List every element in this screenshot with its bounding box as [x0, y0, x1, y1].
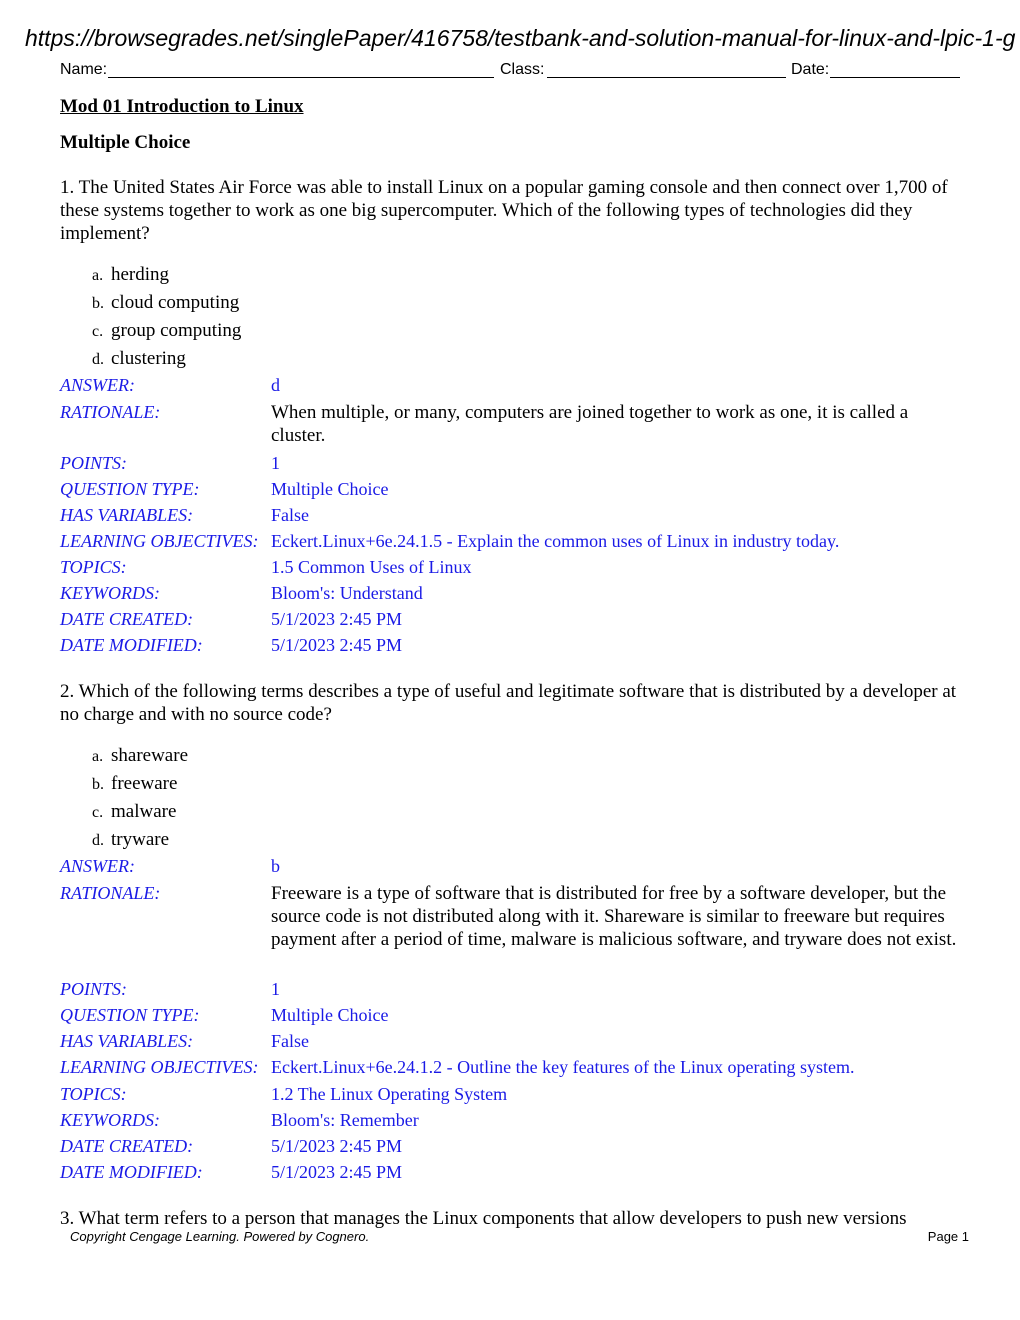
topics-label: TOPICS:: [60, 1084, 127, 1104]
section-title: Multiple Choice: [60, 132, 191, 153]
question-1-option-c: [92, 319, 241, 343]
option-letter: d.: [92, 832, 104, 849]
option-letter: c.: [92, 804, 104, 821]
option-letter: a.: [92, 748, 104, 765]
option-text: tryware: [111, 829, 170, 850]
option-text: shareware: [111, 745, 189, 766]
answer-label: ANSWER:: [60, 375, 135, 395]
learning-objectives-label: LEARNING OBJECTIVES:: [60, 1057, 259, 1077]
question-type-label: QUESTION TYPE:: [60, 479, 200, 499]
question-2-points: 1: [271, 979, 280, 999]
answer-label: ANSWER:: [60, 856, 135, 876]
question-1-text: 1. The United States Air Force was able to install Linux on a popular gaming console and then connect over 1,700 of these systems together to work as one big supercomputer. Which of the following types of technologies did they implement?: [60, 177, 948, 244]
question-2-date-modified: 5/1/2023 2:45 PM: [271, 1162, 403, 1182]
date-label: Date:: [791, 61, 830, 78]
has-variables-label: HAS VARIABLES:: [60, 505, 194, 525]
question-2-option-b: [92, 772, 177, 796]
question-3-text: 3. What term refers to a person that manages the Linux components that allow developers to push new versions: [60, 1208, 907, 1229]
date-modified-label: DATE MODIFIED:: [60, 635, 203, 655]
question-2-keywords: Bloom's: Remember: [271, 1110, 419, 1130]
question-1-keywords: Bloom's: Understand: [271, 583, 423, 603]
date-created-label: DATE CREATED:: [60, 609, 194, 629]
question-1-learning-objectives: Eckert.Linux+6e.24.1.5 - Explain the common uses of Linux in industry today.: [271, 531, 840, 551]
student-info-header: [60, 60, 960, 80]
question-1-option-d: [92, 347, 186, 371]
option-text: herding: [111, 264, 170, 285]
question-1-rationale: When multiple, or many, computers are joined together to work as one, it is called a cluster.: [271, 402, 909, 446]
question-1-topics: 1.5 Common Uses of Linux: [271, 557, 472, 577]
option-text: cloud computing: [111, 292, 240, 313]
question-1-date-modified: 5/1/2023 2:45 PM: [271, 635, 403, 655]
question-2-has-variables: False: [271, 1031, 309, 1051]
footer-page-number: Page 1: [927, 1229, 969, 1244]
points-label: POINTS:: [60, 979, 127, 999]
option-text: group computing: [111, 320, 242, 341]
option-letter: a.: [92, 267, 104, 284]
question-2-type: Multiple Choice: [271, 1005, 389, 1025]
question-1-date-created: 5/1/2023 2:45 PM: [271, 609, 403, 629]
source-url-banner[interactable]: https://browsegrades.net/singlePaper/416758/testbank-and-solution-manual-for-linux-and-lpic-1-g: [25, 25, 1016, 51]
option-text: freeware: [111, 773, 178, 794]
option-letter: d.: [92, 351, 104, 368]
question-1-option-a: [92, 263, 169, 287]
question-2-learning-objectives: Eckert.Linux+6e.24.1.2 - Outline the key features of the Linux operating system.: [271, 1057, 855, 1077]
module-title: Mod 01 Introduction to Linux: [60, 96, 304, 117]
question-1-answer: d: [271, 375, 280, 395]
question-1-option-b: [92, 291, 239, 315]
option-text: malware: [111, 801, 177, 822]
option-text: clustering: [111, 348, 186, 369]
rationale-label: RATIONALE:: [60, 883, 161, 903]
rationale-label: RATIONALE:: [60, 402, 161, 422]
question-type-label: QUESTION TYPE:: [60, 1005, 200, 1025]
points-label: POINTS:: [60, 453, 127, 473]
footer-copyright: Copyright Cengage Learning. Powered by Cognero.: [70, 1229, 370, 1244]
option-letter: b.: [92, 295, 104, 312]
question-2-topics: 1.2 The Linux Operating System: [271, 1084, 508, 1104]
question-2-rationale: Freeware is a type of software that is distributed for free by a software developer, but the source code is not distributed along with it. Shareware is similar to freeware but requires payment after a period of time, malware is malicious software, and tryware does not exist.: [271, 883, 957, 950]
date-blank: [830, 77, 960, 78]
option-letter: c.: [92, 323, 104, 340]
learning-objectives-label: LEARNING OBJECTIVES:: [60, 531, 259, 551]
date-modified-label: DATE MODIFIED:: [60, 1162, 203, 1182]
question-2-option-a: [92, 744, 188, 768]
question-1-points: 1: [271, 453, 280, 473]
question-2-option-c: [92, 800, 176, 824]
question-1-type: Multiple Choice: [271, 479, 389, 499]
question-1-has-variables: False: [271, 505, 309, 525]
question-2-date-created: 5/1/2023 2:45 PM: [271, 1136, 403, 1156]
keywords-label: KEYWORDS:: [60, 1110, 160, 1130]
date-created-label: DATE CREATED:: [60, 1136, 194, 1156]
question-2-text: 2. Which of the following terms describes a type of useful and legitimate software that is distributed by a developer at no charge and with no source code?: [60, 681, 957, 725]
question-2-answer: b: [271, 856, 280, 876]
name-label: Name:: [60, 61, 108, 78]
class-label: Class:: [500, 61, 545, 78]
keywords-label: KEYWORDS:: [60, 583, 160, 603]
has-variables-label: HAS VARIABLES:: [60, 1031, 194, 1051]
name-blank: [108, 77, 494, 78]
question-2-option-d: [92, 828, 169, 852]
class-blank: [547, 77, 786, 78]
topics-label: TOPICS:: [60, 557, 127, 577]
option-letter: b.: [92, 776, 104, 793]
